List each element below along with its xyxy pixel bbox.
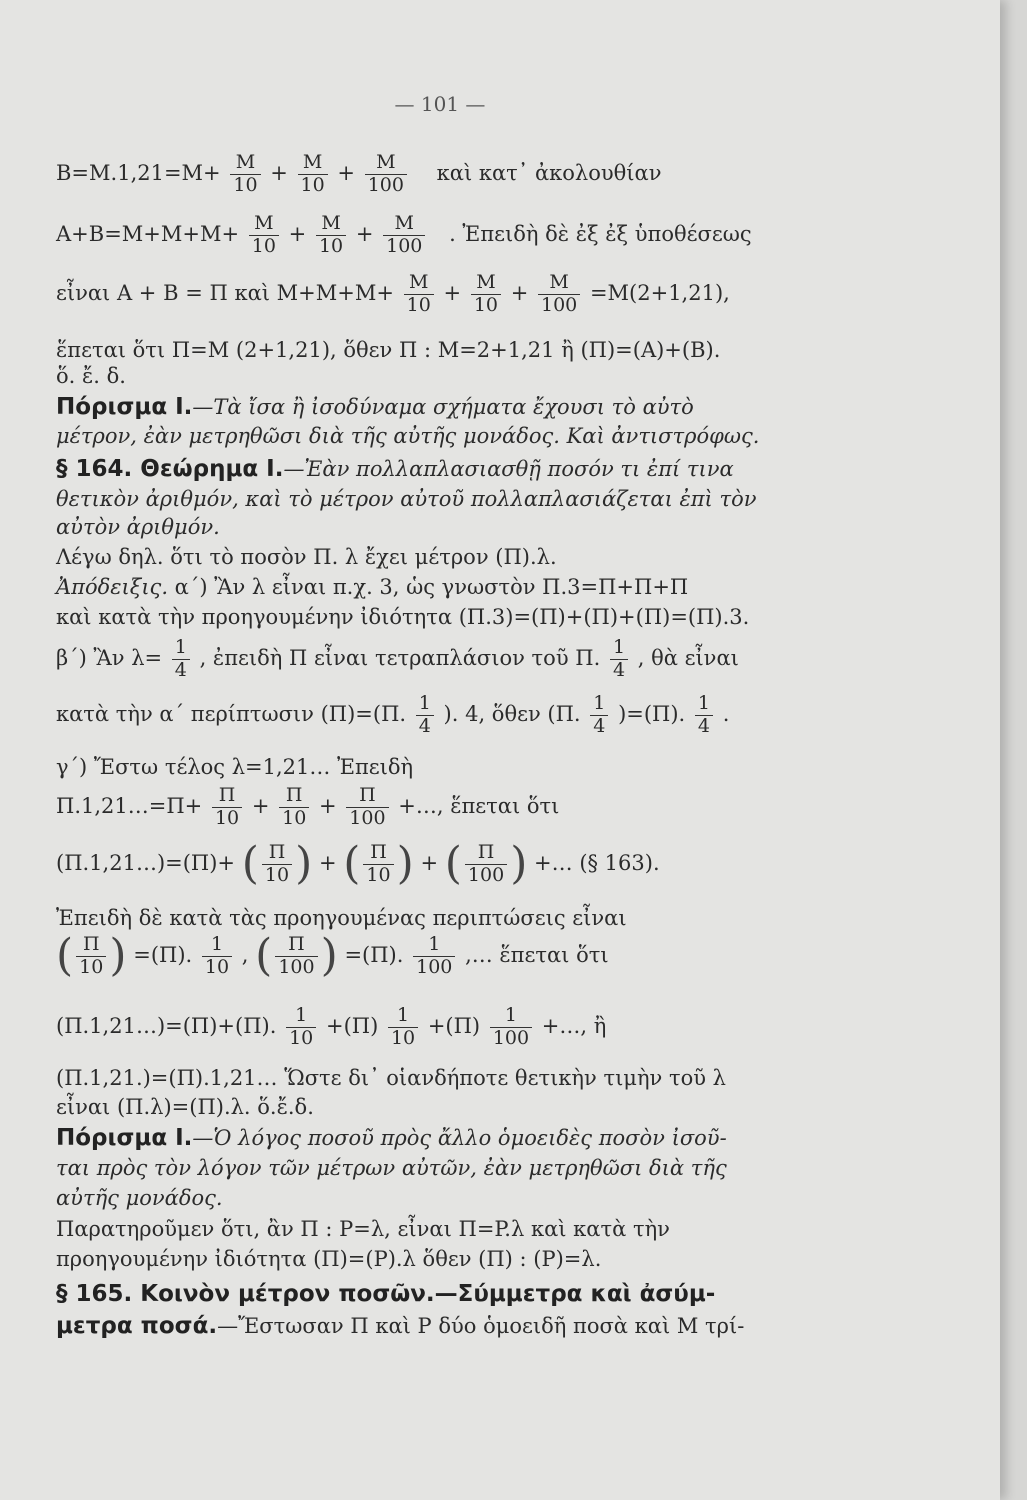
corollary-1: Πόρισμα Ι.—Τὰ ἴσα ἢ ἰσοδύναμα σχήματα ἔχουσι τὸ αὐτὸ — [56, 394, 694, 420]
text-line-25: ται πρὸς τὸν λόγον τῶν μέτρων αὐτῶν, ἐὰν μετρηθῶσι διὰ τῆς — [56, 1156, 727, 1180]
text-line-9: θετικὸν ἀριθμόν, καὶ τὸ μέτρον αὐτοῦ πολλαπλασιάζεται ἐπὶ τὸν — [56, 487, 757, 511]
corollary-2: Πόρισμα Ι.—Ὁ λόγος ποσοῦ πρὸς ἄλλο ὁμοειδὲς ποσὸν ἰσοῦ- — [56, 1125, 727, 1151]
fraction: $\frac{M}{10}$ — [249, 213, 279, 258]
text-line-7: μέτρον, ἐὰν μετρηθῶσι διὰ τῆς αὐτῆς μονάδος. Καὶ ἀντιστρόφως. — [56, 424, 760, 448]
fraction: $\frac{1}{100}$ — [413, 934, 455, 979]
fraction: $\frac{\Pi}{100}$ — [346, 785, 388, 830]
fraction: $\frac{1}{100}$ — [490, 1005, 532, 1050]
equation-line-21: (Π.1,21…)=(Π)+(Π). $\frac{1}{10}$ +(Π) $\frac{1}{10}$ +(Π) $\frac{1}{100}$ +…, ἢ — [56, 1004, 607, 1049]
text-line-11: Λέγω δηλ. ὅτι τὸ ποσὸν Π. λ ἔχει μέτρον (Π).λ. — [56, 545, 557, 569]
fraction: $\frac{M}{10}$ — [230, 152, 260, 197]
text-line-28: προηγουμένην ἰδιότητα (Π)=(P).λ ὅθεν (Π) : (P)=λ. — [56, 1247, 602, 1271]
equation-line-18: (Π.1,21…)=(Π)+ ( $\frac{\Pi}{10}$ ) + ( $\frac{\Pi}{10}$ ) + ( $\frac{\Pi}{100}$ ) +… (§ 163). — [56, 838, 660, 890]
fraction: $\frac{1}{4}$ — [416, 693, 434, 738]
equation-line-2: A+B=M+M+M+ $\frac{M}{10}$ + $\frac{M}{10}$ + $\frac{M}{100}$ . Ἐπειδὴ δὲ ἐξ ἐξ ὑποθέσεως — [56, 212, 752, 257]
section-165-line-2: μετρα ποσά.—Ἔστωσαν Π καὶ P δύο ὁμοειδῆ ποσὰ καὶ M τρί- — [56, 1313, 745, 1339]
equation-line-1: B=M.1,21=M+ $\frac{M}{10}$ + $\frac{M}{10}$ + $\frac{M}{100}$ καὶ κατ᾽ ἀκολουθίαν — [56, 151, 662, 196]
equation-line-17: Π.1,21…=Π+ $\frac{\Pi}{10}$ + $\frac{\Pi}{10}$ + $\frac{\Pi}{100}$ +…, ἕπεται ὅτι — [56, 784, 560, 829]
text-line-5: ὅ. ἔ. δ. — [56, 364, 126, 388]
equation-line-20: ( $\frac{\Pi}{10}$ ) =(Π). $\frac{1}{10}$ , ( $\frac{\Pi}{100}$ ) =(Π). $\frac{1}{100}$ ,… ἕπεται ὅτι — [56, 930, 609, 982]
fraction: $\frac{1}{10}$ — [388, 1005, 418, 1050]
corollary-heading: Πόρισμα Ι. — [56, 1125, 193, 1151]
page-number: — 101 — — [394, 92, 486, 116]
fraction: $\frac{\Pi}{100}$ — [275, 934, 317, 979]
text-line-4: ἕπεται ὅτι Π=M (2+1,21), ὅθεν Π : M=2+1,21 ἢ (Π)=(A)+(B). — [56, 338, 721, 362]
text-line-26: αὐτῆς μονάδος. — [56, 1186, 223, 1210]
corollary-heading: Πόρισμα Ι. — [56, 394, 193, 420]
fraction: $\frac{\Pi}{10}$ — [262, 842, 292, 887]
fraction: $\frac{\Pi}{100}$ — [465, 842, 507, 887]
fraction: $\frac{M}{10}$ — [404, 272, 434, 317]
fraction: $\frac{\Pi}{10}$ — [279, 785, 309, 830]
proof-line: Ἀπόδειξις. α΄) Ἂν λ εἶναι π.χ. 3, ὡς γνωστὸν Π.3=Π+Π+Π — [56, 575, 689, 599]
fraction: $\frac{M}{10}$ — [316, 213, 346, 258]
fraction: $\frac{M}{100}$ — [365, 152, 407, 197]
text-line-10: αὐτὸν ἀριθμόν. — [56, 515, 220, 539]
equation-line-14: β΄) Ἂν λ= $\frac{1}{4}$ , ἐπειδὴ Π εἶναι τετραπλάσιον τοῦ Π. $\frac{1}{4}$ , θὰ εἶναι — [56, 636, 739, 681]
text-line-19: Ἐπειδὴ δὲ κατὰ τὰς προηγουμένας περιπτώσεις εἶναι — [56, 906, 627, 930]
fraction: $\frac{\Pi}{10}$ — [363, 842, 393, 887]
fraction: $\frac{M}{10}$ — [298, 152, 328, 197]
equation-line-3: εἶναι A + B = Π καὶ M+M+M+ $\frac{M}{10}$ + $\frac{M}{10}$ + $\frac{M}{100}$ =M(2+1,21), — [56, 271, 730, 316]
fraction: $\frac{M}{10}$ — [471, 272, 501, 317]
fraction: $\frac{\Pi}{10}$ — [212, 785, 242, 830]
fraction: $\frac{1}{4}$ — [590, 693, 608, 738]
eq-text: καὶ κατ᾽ ἀκολουθίαν — [436, 160, 662, 185]
text-line-23: εἶναι (Π.λ)=(Π).λ. ὅ.ἔ.δ. — [56, 1095, 314, 1119]
fraction: $\frac{\Pi}{10}$ — [76, 934, 106, 979]
text-line-22: (Π.1,21.)=(Π).1,21… Ὥστε δι᾽ οἱανδήποτε θετικὴν τιμὴν τοῦ λ — [56, 1066, 726, 1090]
theorem-heading: § 164. Θεώρημα Ι. — [56, 456, 284, 482]
eq-text: B=M.1,21=M+ — [56, 160, 221, 185]
fraction: $\frac{M}{100}$ — [538, 272, 580, 317]
fraction: $\frac{1}{10}$ — [286, 1005, 316, 1050]
fraction: $\frac{1}{4}$ — [695, 693, 713, 738]
fraction: $\frac{1}{4}$ — [172, 637, 190, 682]
proof-label: Ἀπόδειξις. — [56, 575, 168, 599]
equation-line-15: κατὰ τὴν α΄ περίπτωσιν (Π)=(Π. $\frac{1}{4}$ ). 4, ὅθεν (Π. $\frac{1}{4}$ )=(Π). $\frac{1}{4}$ . — [56, 692, 730, 737]
fraction: $\frac{1}{4}$ — [610, 637, 628, 682]
text-line-27: Παρατηροῦμεν ὅτι, ἂν Π : P=λ, εἶναι Π=P.λ καὶ κατὰ τὴν — [56, 1217, 670, 1241]
section-165-heading: § 165. Κοινὸν μέτρον ποσῶν.—Σύμμετρα καὶ ἀσύμ- — [56, 1281, 716, 1307]
text-line-16: γ΄) Ἔστω τέλος λ=1,21… Ἐπειδὴ — [56, 755, 414, 779]
theorem-164: § 164. Θεώρημα Ι.—Ἐὰν πολλαπλασιασθῇ ποσόν τι ἐπί τινα — [56, 456, 734, 482]
fraction: $\frac{1}{10}$ — [202, 934, 232, 979]
fraction: $\frac{M}{100}$ — [383, 213, 425, 258]
text-line-13: καὶ κατὰ τὴν προηγουμένην ἰδιότητα (Π.3)=(Π)+(Π)+(Π)=(Π).3. — [56, 605, 750, 629]
